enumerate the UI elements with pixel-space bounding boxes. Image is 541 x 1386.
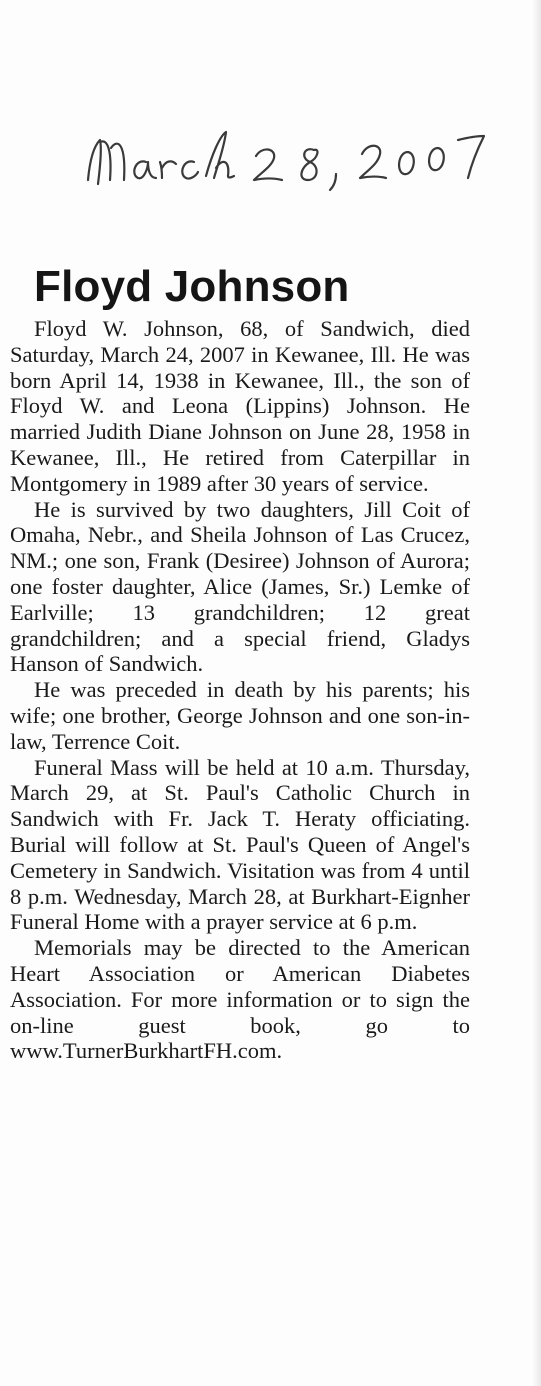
obituary-paragraph-survivors: He is survived by two daughters, Jill Coit of Omaha, Nebr., and Sheila Johnson of Las Crucez, NM.; one son, Frank (Desiree) Johnson of Aurora; one foster daughter, Alice (James, Sr.) Lemke of Earlville; 13 grandchildren; 12 great grandchildren; and a special friend, Gladys Hanson of Sandwich.	[10, 496, 470, 677]
obituary-headline: Floyd Johnson	[34, 262, 350, 311]
handwritten-date-drawing	[78, 118, 498, 208]
handwritten-date	[78, 118, 498, 208]
obituary-clipping	[10, 262, 494, 1064]
obituary-paragraph-preceded: He was preceded in death by his parents; his wife; one brother, George Johnson and one son-in-law, Terrence Coit.	[10, 677, 470, 754]
obituary-paragraph-memorials: Memorials may be directed to the American Heart Association or American Diabetes Association. For more information or to sign the on-line guest book, go to www.TurnerBurkhartFH.com.	[10, 935, 470, 1064]
scan-edge-shadow	[531, 0, 541, 1386]
obituary-paragraph-biography: Floyd W. Johnson, 68, of Sandwich, died Saturday, March 24, 2007 in Kewanee, Ill. He was born April 14, 1938 in Kewanee, Ill., the son of Floyd W. and Leona (Lippins) Johnson. He married Judith Diane Johnson on June 28, 1958 in Kewanee, Ill., He retired from Caterpillar in Montgomery in 1989 after 30 years of service.	[10, 316, 470, 496]
obituary-paragraph-services: Funeral Mass will be held at 10 a.m. Thursday, March 29, at St. Paul's Catholic Church in Sandwich with Fr. Jack T. Heraty officiating. Burial will follow at St. Paul's Queen of Angel's Cemetery in Sandwich. Visitation was from 4 until 8 p.m. Wednesday, March 28, at Burkhart-Eignher Funeral Home with a prayer service at 6 p.m.	[10, 754, 470, 935]
obituary-body	[10, 316, 470, 1064]
